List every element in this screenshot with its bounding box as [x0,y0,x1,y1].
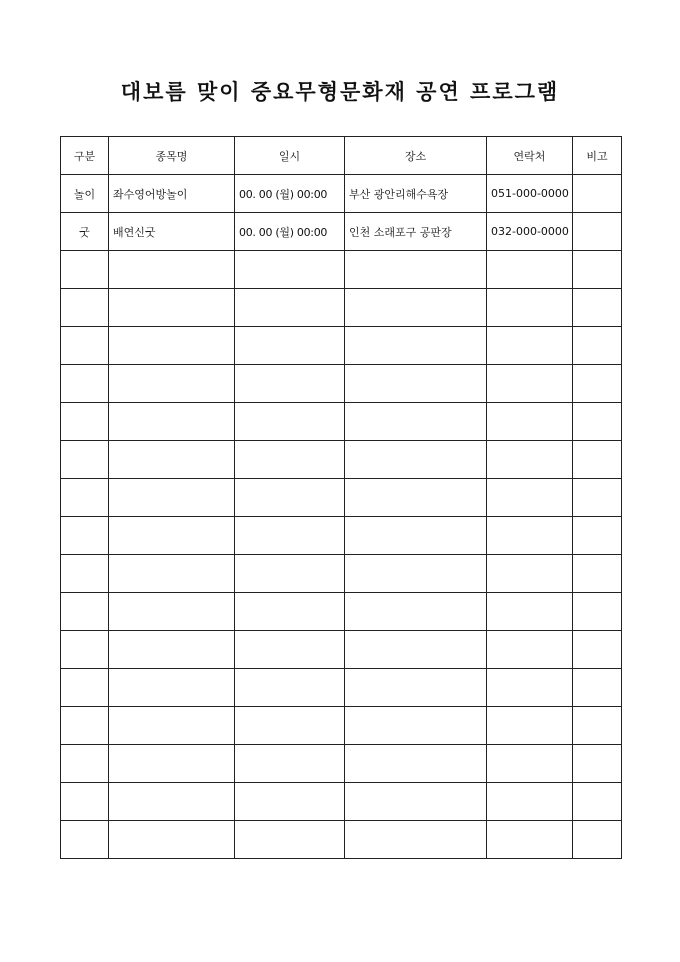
cell-contact [487,517,573,555]
table-row [61,479,622,517]
table-row [61,289,622,327]
cell-type [61,631,109,669]
cell-name [109,555,235,593]
table-row [61,783,622,821]
cell-note [573,441,622,479]
cell-date [235,251,345,289]
cell-name [109,479,235,517]
cell-note [573,593,622,631]
cell-name [109,707,235,745]
table-row [61,555,622,593]
program-table [60,136,622,859]
cell-place [345,631,487,669]
cell-note [573,327,622,365]
cell-place [345,555,487,593]
cell-note [573,175,622,213]
cell-note [573,631,622,669]
cell-name [109,669,235,707]
cell-type [61,441,109,479]
header-note: 비고 [573,137,622,175]
cell-place [345,403,487,441]
cell-type [61,555,109,593]
cell-contact [487,745,573,783]
cell-place [345,289,487,327]
cell-place [345,821,487,859]
table-row [61,631,622,669]
header-name: 종목명 [109,137,235,175]
cell-name [109,631,235,669]
cell-name: 배연신굿 [109,213,235,251]
cell-name [109,289,235,327]
cell-date [235,593,345,631]
cell-name [109,327,235,365]
cell-place [345,441,487,479]
cell-note [573,289,622,327]
cell-name: 좌수영어방놀이 [109,175,235,213]
cell-type [61,327,109,365]
cell-note [573,745,622,783]
cell-place: 인천 소래포구 공판장 [345,213,487,251]
cell-type [61,783,109,821]
cell-date [235,289,345,327]
table-body [61,175,622,859]
cell-name [109,517,235,555]
table-row [61,517,622,555]
table-row [61,669,622,707]
cell-name [109,441,235,479]
table-row [61,707,622,745]
cell-place [345,783,487,821]
cell-type [61,365,109,403]
table-row [61,403,622,441]
cell-date [235,555,345,593]
cell-place [345,669,487,707]
cell-place [345,479,487,517]
cell-note [573,669,622,707]
cell-contact [487,365,573,403]
cell-place [345,707,487,745]
cell-place [345,365,487,403]
cell-place: 부산 광안리해수욕장 [345,175,487,213]
page-title: 대보름 맞이 중요무형문화재 공연 프로그램 [120,79,560,104]
cell-date: 00. 00 (월) 00:00 [235,175,345,213]
table-row [61,441,622,479]
cell-name [109,783,235,821]
cell-note [573,251,622,289]
cell-contact [487,631,573,669]
cell-note [573,707,622,745]
table-row [61,821,622,859]
cell-type [61,669,109,707]
cell-note [573,555,622,593]
cell-place [345,517,487,555]
cell-contact [487,669,573,707]
cell-contact [487,403,573,441]
cell-date [235,403,345,441]
cell-type [61,707,109,745]
cell-type [61,403,109,441]
cell-name [109,593,235,631]
cell-note [573,403,622,441]
table-row [61,175,622,213]
cell-contact [487,783,573,821]
cell-name [109,403,235,441]
cell-name [109,821,235,859]
cell-contact [487,479,573,517]
cell-name [109,251,235,289]
header-type: 구분 [61,137,109,175]
cell-type: 놀이 [61,175,109,213]
cell-note [573,479,622,517]
cell-place [345,593,487,631]
cell-date [235,479,345,517]
cell-type [61,517,109,555]
cell-type [61,593,109,631]
cell-place [345,745,487,783]
cell-contact [487,251,573,289]
cell-date [235,783,345,821]
cell-date [235,745,345,783]
cell-type [61,821,109,859]
header-date: 일시 [235,137,345,175]
cell-name [109,745,235,783]
cell-type: 굿 [61,213,109,251]
header-row [61,137,622,175]
table-row [61,327,622,365]
cell-type [61,479,109,517]
table-row [61,365,622,403]
cell-type [61,289,109,327]
table-row [61,251,622,289]
cell-date [235,517,345,555]
cell-date [235,365,345,403]
cell-note [573,517,622,555]
cell-contact [487,441,573,479]
cell-type [61,251,109,289]
cell-note [573,213,622,251]
cell-contact: 032-000-0000 [487,213,573,251]
cell-note [573,783,622,821]
table-row [61,745,622,783]
cell-contact [487,289,573,327]
cell-date: 00. 00 (월) 00:00 [235,213,345,251]
cell-date [235,821,345,859]
table-row [61,593,622,631]
header-place: 장소 [345,137,487,175]
cell-date [235,327,345,365]
cell-name [109,365,235,403]
cell-contact [487,821,573,859]
cell-date [235,631,345,669]
cell-date [235,441,345,479]
cell-date [235,669,345,707]
cell-contact [487,593,573,631]
cell-type [61,745,109,783]
cell-date [235,707,345,745]
cell-contact: 051-000-0000 [487,175,573,213]
cell-contact [487,555,573,593]
cell-place [345,327,487,365]
table-row [61,213,622,251]
cell-contact [487,327,573,365]
cell-place [345,251,487,289]
cell-note [573,365,622,403]
cell-contact [487,707,573,745]
cell-note [573,821,622,859]
header-contact: 연락처 [487,137,573,175]
